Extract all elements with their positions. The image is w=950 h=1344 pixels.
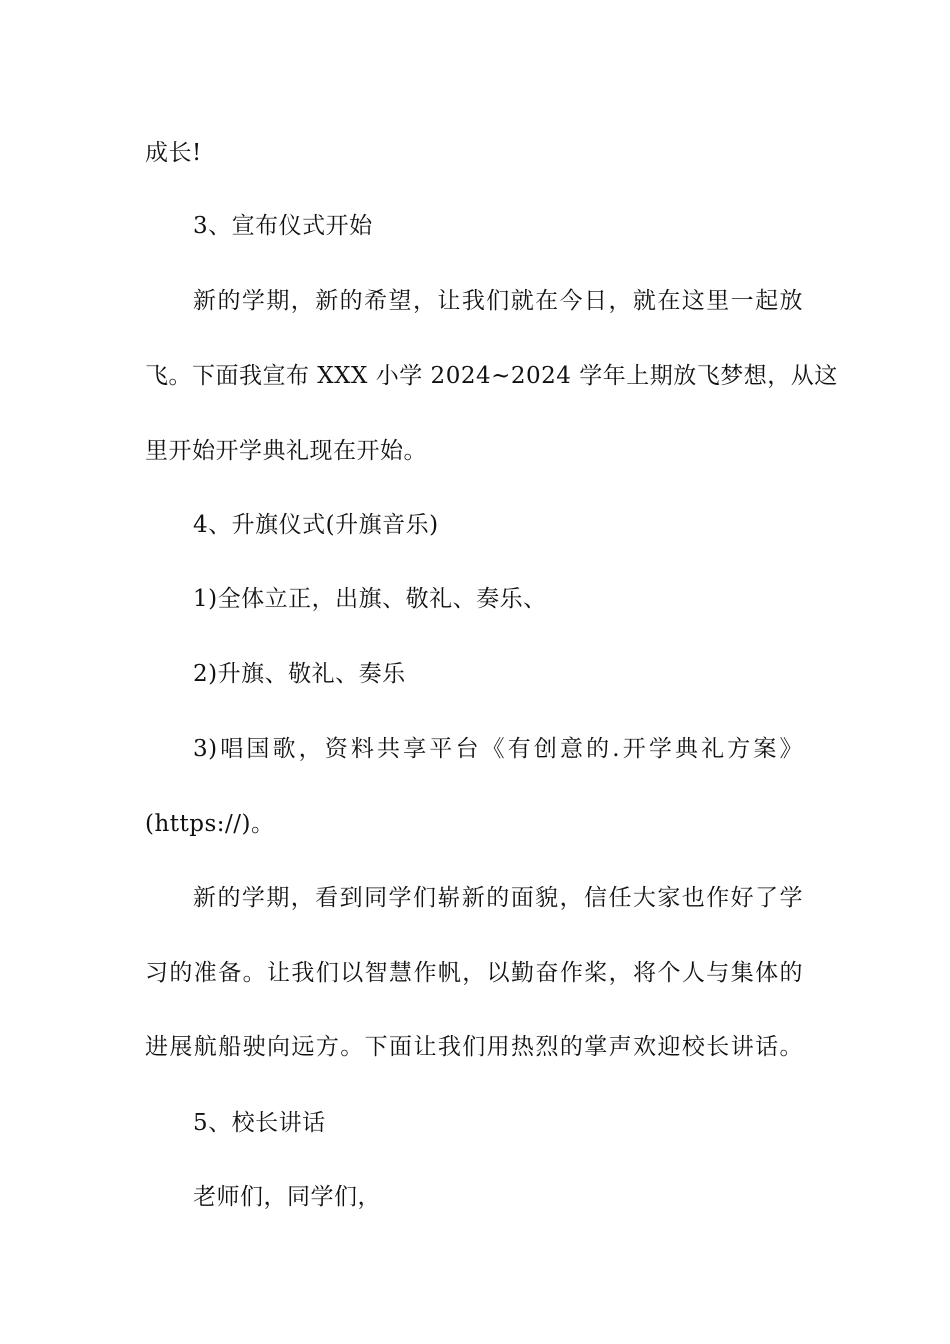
text-line: 进展航船驶向远方。下面让我们用热烈的掌声欢迎校长讲话。	[145, 1034, 803, 1060]
text-line: 里开始开学典礼现在开始。	[145, 438, 427, 464]
text-line: (https://)。	[145, 811, 275, 837]
list-item: 1)全体立正，出旗、敬礼、奏乐、	[193, 586, 547, 612]
text-line: 习的准备。让我们以智慧作帆，以勤奋作桨，将个人与集体的	[145, 960, 803, 986]
text-line: 新的学期，看到同学们崭新的面貌，信任大家也作好了学	[193, 885, 803, 911]
text-line: 飞。下面我宣布 XXX 小学 2024~2024 学年上期放飞梦想，从这	[145, 363, 838, 389]
text-line: 成长!	[145, 140, 202, 166]
list-item: 3)唱国歌，资料共享平台《有创意的.开学典礼方案》	[193, 736, 803, 762]
section-heading: 3、宣布仪式开始	[193, 213, 373, 239]
text-line: 老师们，同学们，	[193, 1184, 381, 1210]
section-heading: 4、升旗仪式(升旗音乐)	[193, 512, 439, 538]
list-item: 2)升旗、敬礼、奏乐	[193, 661, 406, 687]
text-line: 新的学期，新的希望，让我们就在今日，就在这里一起放	[193, 288, 803, 314]
section-heading: 5、校长讲话	[193, 1110, 326, 1136]
